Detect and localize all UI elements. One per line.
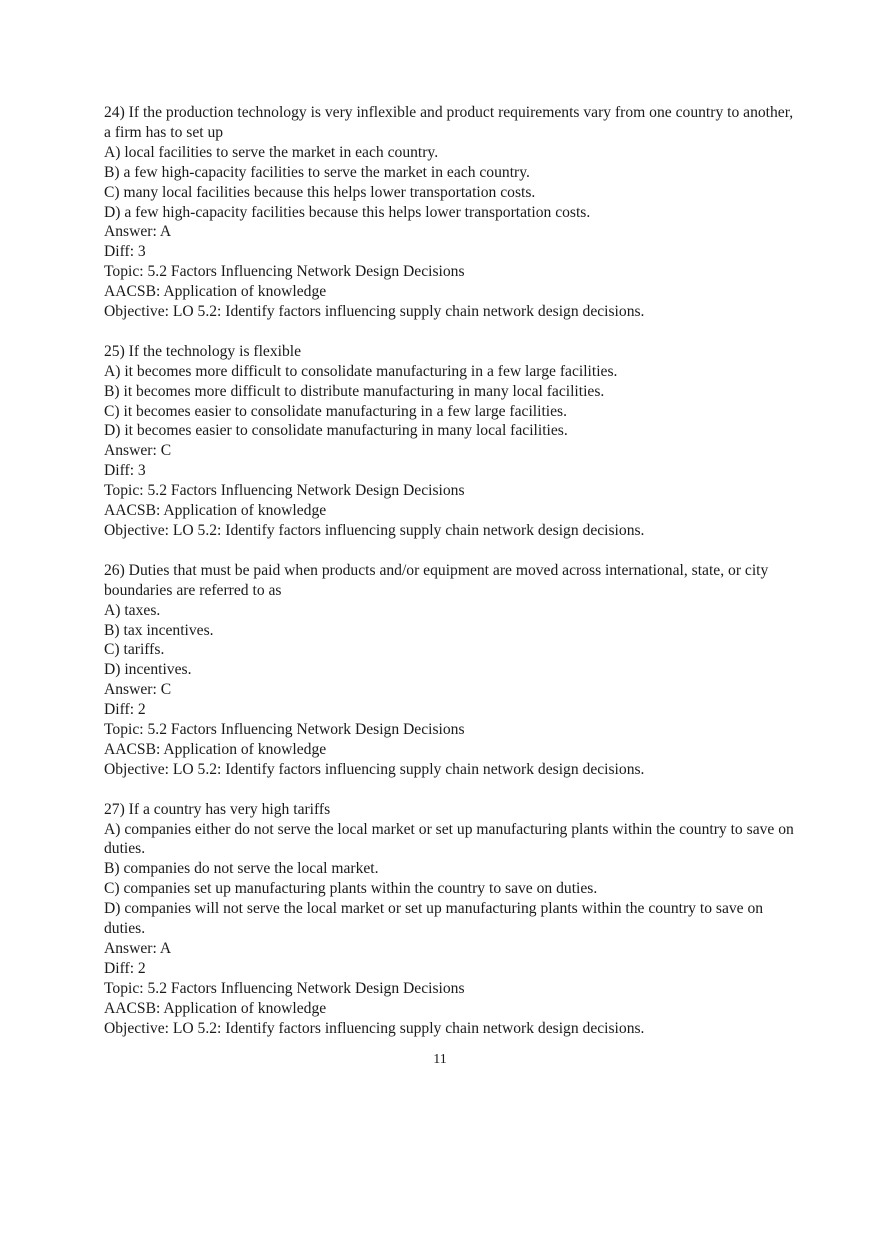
option-b: B) it becomes more difficult to distribute manufacturing in many local facilities.: [104, 382, 605, 400]
objective-line: Objective: LO 5.2: Identify factors influencing supply chain network design decisions.: [104, 1019, 645, 1037]
topic-line: Topic: 5.2 Factors Influencing Network Design Decisions: [104, 979, 465, 997]
page-number: 11: [433, 1052, 447, 1067]
question-25: [104, 342, 794, 541]
option-b: B) tax incentives.: [104, 621, 214, 639]
aacsb-line: AACSB: Application of knowledge: [104, 740, 327, 758]
topic-line: Topic: 5.2 Factors Influencing Network Design Decisions: [104, 482, 465, 500]
aacsb-line: AACSB: Application of knowledge: [104, 999, 327, 1017]
answer-line: Answer: C: [104, 681, 172, 699]
option-d: D) incentives.: [104, 661, 192, 679]
question-27: [104, 800, 794, 1039]
objective-line: Objective: LO 5.2: Identify factors influencing supply chain network design decisions.: [104, 303, 645, 321]
question-26: [104, 561, 794, 780]
difficulty-line: Diff: 3: [104, 462, 146, 480]
question-stem: 27) If a country has very high tariffs: [104, 800, 331, 818]
answer-line: Answer: C: [104, 442, 172, 460]
option-a: A) taxes.: [104, 601, 161, 619]
option-b: B) companies do not serve the local market.: [104, 860, 379, 878]
option-d: D) a few high-capacity facilities because this helps lower transportation costs.: [104, 203, 591, 221]
question-24: [104, 103, 794, 322]
answer-line: Answer: A: [104, 223, 172, 241]
answer-line: Answer: A: [104, 940, 172, 958]
question-stem: 26) Duties that must be paid when products and/or equipment are moved across international, state, or city boundaries are referred to as: [104, 561, 769, 599]
option-a: A) companies either do not serve the local market or set up manufacturing plants within the country to save on duties.: [104, 820, 794, 858]
difficulty-line: Diff: 2: [104, 959, 146, 977]
topic-line: Topic: 5.2 Factors Influencing Network Design Decisions: [104, 721, 465, 739]
option-d: D) it becomes easier to consolidate manufacturing in many local facilities.: [104, 422, 568, 440]
option-a: A) local facilities to serve the market in each country.: [104, 143, 439, 161]
aacsb-line: AACSB: Application of knowledge: [104, 502, 327, 520]
option-c: C) tariffs.: [104, 641, 165, 659]
option-c: C) companies set up manufacturing plants within the country to save on duties.: [104, 880, 598, 898]
difficulty-line: Diff: 2: [104, 701, 146, 719]
option-b: B) a few high-capacity facilities to serve the market in each country.: [104, 163, 530, 181]
topic-line: Topic: 5.2 Factors Influencing Network Design Decisions: [104, 263, 465, 281]
option-c: C) it becomes easier to consolidate manufacturing in a few large facilities.: [104, 402, 568, 420]
difficulty-line: Diff: 3: [104, 243, 146, 261]
question-stem: 25) If the technology is flexible: [104, 342, 302, 360]
option-a: A) it becomes more difficult to consolidate manufacturing in a few large facilities.: [104, 362, 618, 380]
question-stem: 24) If the production technology is very inflexible and product requirements vary from one country to another, a firm has to set up: [104, 104, 794, 141]
option-c: C) many local facilities because this helps lower transportation costs.: [104, 183, 536, 201]
option-d: D) companies will not serve the local market or set up manufacturing plants within the country to save on duties.: [104, 900, 764, 938]
objective-line: Objective: LO 5.2: Identify factors influencing supply chain network design decisions.: [104, 522, 645, 540]
aacsb-line: AACSB: Application of knowledge: [104, 283, 327, 301]
objective-line: Objective: LO 5.2: Identify factors influencing supply chain network design decisions.: [104, 760, 645, 778]
question-list: [104, 103, 794, 1039]
